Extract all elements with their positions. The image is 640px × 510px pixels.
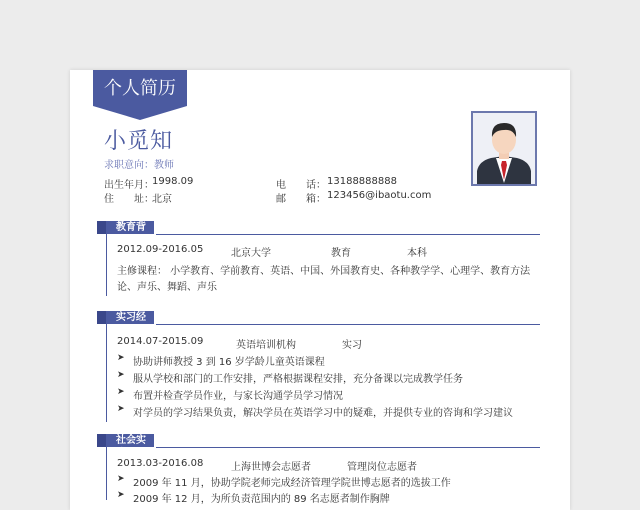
address-label: 住 址：: [104, 194, 154, 205]
social-section-tick: [97, 434, 106, 447]
triangle-right-icon: ➤: [117, 387, 125, 397]
social-divider: [156, 447, 540, 448]
education-major: 教育: [331, 248, 351, 259]
internship-bullet-1: 协助讲师教授 3 到 16 岁学龄儿童英语课程: [133, 357, 325, 368]
social-role: 管理岗位志愿者: [347, 462, 417, 473]
birth-label: 出生年月：: [104, 180, 154, 191]
internship-vrule: [106, 324, 107, 422]
triangle-right-icon: ➤: [117, 404, 125, 414]
social-vrule: [106, 447, 107, 500]
triangle-right-icon: ➤: [117, 353, 125, 363]
birth-value: 1998.09: [152, 176, 194, 187]
education-section-tick: [97, 221, 106, 234]
education-vrule: [106, 234, 107, 296]
internship-bullet-2: 服从学校和部门的工作安排，严格根据课程安排，充分备课以完成教学任务: [133, 374, 463, 385]
internship-period: 2014.07-2015.09: [117, 336, 204, 347]
internship-divider: [156, 324, 540, 325]
education-courses-line1: 主修课程： 小学教育、学前教育、英语、中国、外国教育史、各种教学学、心理学、教育方法: [117, 266, 531, 277]
internship-bullet-4: 对学员的学习结果负责，解决学员在英语学习中的疑难，并提供专业的咨询和学习建议: [133, 408, 513, 419]
candidate-name: 小觅知: [104, 129, 174, 154]
triangle-right-icon: ➤: [117, 490, 125, 500]
education-section-title: 教育背景: [106, 221, 154, 234]
social-org: 上海世博会志愿者: [231, 462, 311, 473]
education-period: 2012.09-2016.05: [117, 244, 204, 255]
internship-role: 实习: [342, 340, 362, 351]
email-value: 123456@ibaotu.com: [327, 190, 432, 201]
address-value: 北京: [152, 194, 172, 205]
businessman-avatar-icon: [471, 111, 537, 186]
social-bullet-2: 2009 年 12 月，为所负责范围内的 89 名志愿者制作胸牌: [133, 494, 390, 505]
triangle-right-icon: ➤: [117, 474, 125, 484]
internship-section-title: 实习经历: [106, 311, 154, 324]
job-intent: 求职意向：教师: [104, 160, 174, 171]
triangle-right-icon: ➤: [117, 370, 125, 380]
internship-section-tick: [97, 311, 106, 324]
banner-tip: [93, 106, 187, 120]
education-degree: 本科: [407, 248, 427, 259]
social-section-title: 社会实践: [106, 434, 154, 447]
phone-value: 13188888888: [327, 176, 397, 187]
education-courses-line2: 论、声乐、舞蹈、声乐: [117, 282, 217, 293]
education-divider: [156, 234, 540, 235]
internship-org: 英语培训机构: [236, 340, 296, 351]
phone-label: 电 话：: [276, 180, 326, 191]
resume-banner: 个人简历: [93, 70, 187, 106]
email-label: 邮 箱：: [276, 194, 326, 205]
internship-bullet-3: 布置并检查学员作业，与家长沟通学员学习情况: [133, 391, 343, 402]
education-school: 北京大学: [231, 248, 271, 259]
social-period: 2013.03-2016.08: [117, 458, 204, 469]
social-bullet-1: 2009 年 11 月，协助学院老师完成经济管理学院世博志愿者的选拔工作: [133, 478, 451, 489]
